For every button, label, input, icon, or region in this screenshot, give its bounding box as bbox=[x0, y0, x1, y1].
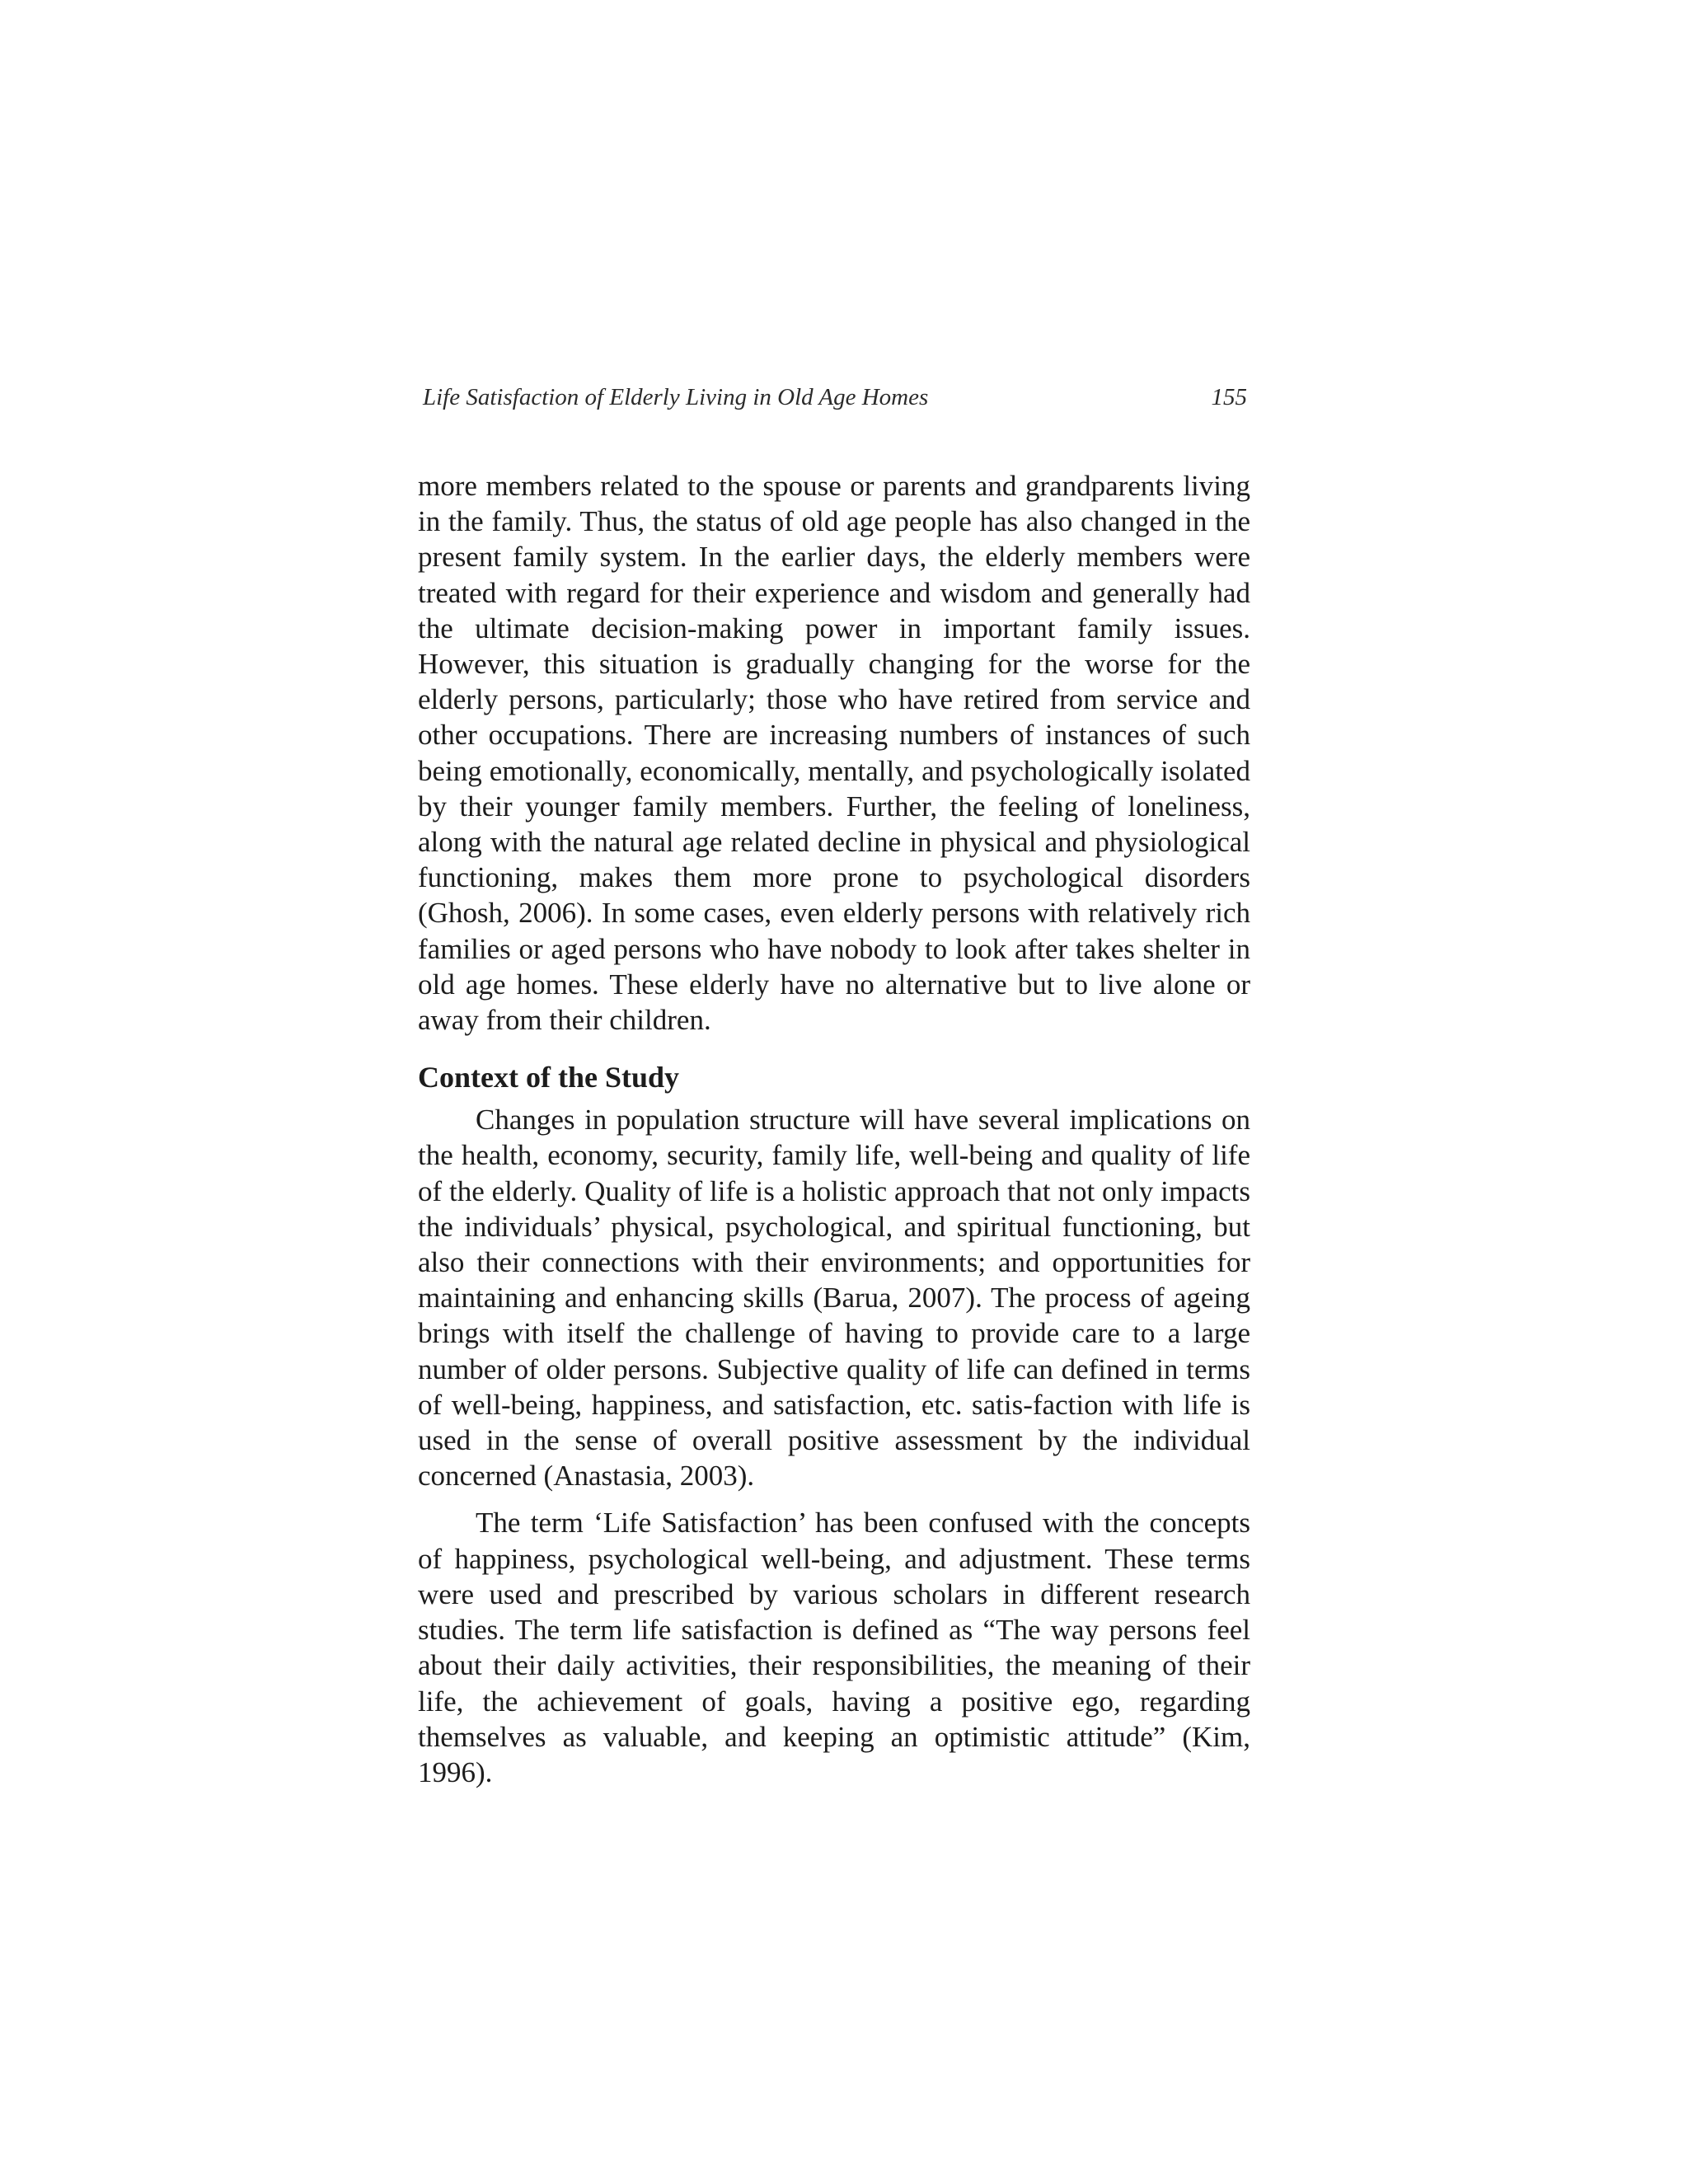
running-title: Life Satisfaction of Elderly Living in Old Age Homes bbox=[423, 384, 929, 410]
running-header bbox=[423, 384, 1247, 417]
paragraph-continued: more members related to the spouse or parents and grandparents living in the family. Thus, the status of old age people has also changed in the present family system. In the earlier days, the elderly members were treated with regard for their experience and wisdom and generally had the ultimate decision-making power in important family issues. However, this situation is gradually changing for the worse for the elderly persons, particularly; those who have retired from service and other occupations. There are increasing numbers of instances of such being emotionally, economically, mentally, and psychologically isolated by their younger family members. Further, the feeling of loneliness, along with the natural age related decline in physical and physiological functioning, makes them more prone to psychological disorders (Ghosh, 2006). In some cases, even elderly persons with relatively rich families or aged persons who have nobody to look after takes shelter in old age homes. These elderly have no alternative but to live alone or away from their children. bbox=[418, 470, 1250, 1037]
body-text bbox=[418, 468, 1250, 1790]
paragraph-life-satisfaction: The term ‘Life Satisfaction’ has been confused with the concepts of happiness, psychological well-being, and adjustment. These terms were used and prescribed by various scholars in different research studies. The term life satisfaction is defined as “The way persons feel about their daily activities, their responsibilities, the meaning of their life, the achievement of goals, having a positive ego, regarding themselves as valuable, and keeping an optimistic attitude” (Kim, 1996). bbox=[418, 1507, 1250, 1788]
paragraph-context: Changes in population structure will have several implications on the health, economy, security, family life, well-being and quality of life of the elderly. Quality of life is a holistic approach that not only impacts the individuals’ physical, psychological, and spiritual functioning, but also their connections with their environments; and opportunities for maintaining and enhancing skills (Barua, 2007). The process of ageing brings with itself the challenge of having to provide care to a large number of older persons. Subjective quality of life can defined in terms of well-being, happiness, and satisfaction, etc. satis-faction with life is used in the sense of overall positive assessment by the individual concerned (Anastasia, 2003). bbox=[418, 1104, 1250, 1493]
page-number: 155 bbox=[1211, 384, 1247, 410]
section-heading: Context of the Study bbox=[418, 1061, 680, 1094]
